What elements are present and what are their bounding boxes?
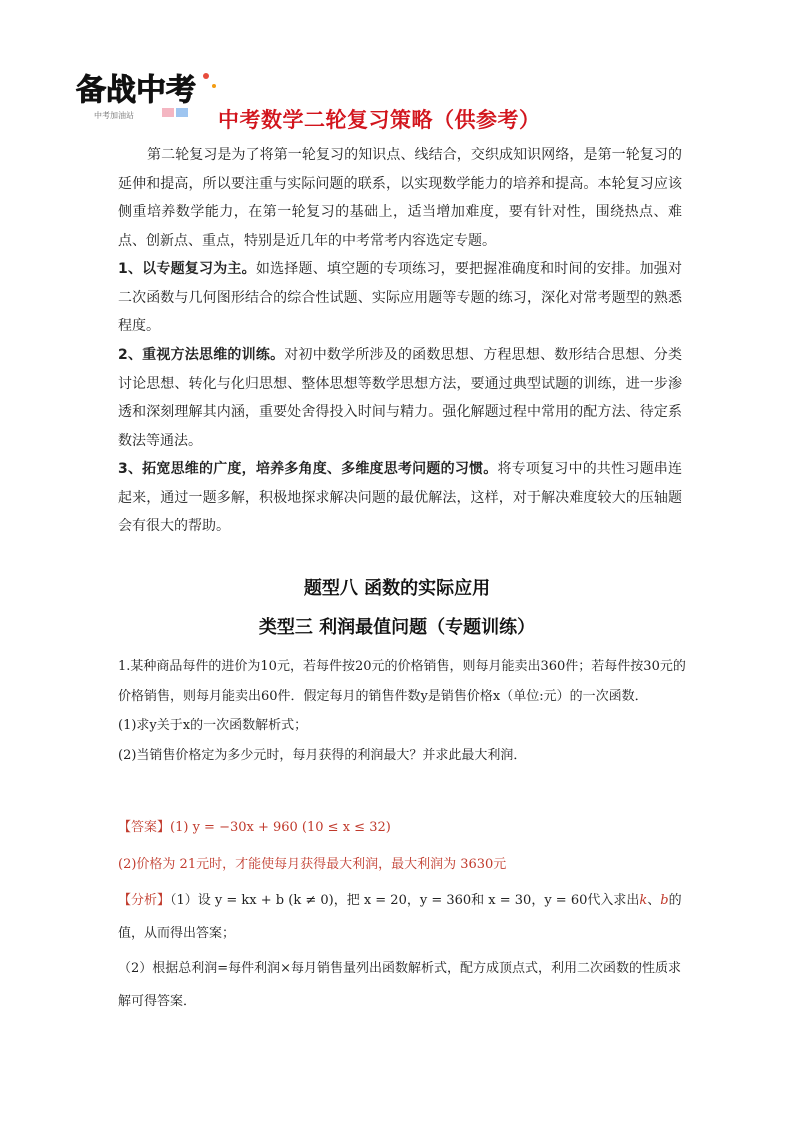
- subsection-heading: 类型三 利润最值问题（专题训练）: [258, 617, 536, 638]
- analysis-part-2: （2）根据总利润=每件利润×每月销售量列出函数解析式，配方成顶点式，利用二次函数的性质求解可得答案．: [118, 961, 682, 1009]
- answer-line-1: [118, 816, 391, 835]
- analysis-b: b: [660, 893, 669, 908]
- strategy-2-text: 对初中数学所涉及的函数思想、方程思想、数形结合思想、分类讨论思想、转化与化归思想、整体思想等数学思想方法，要通过典型试题的训练，进一步渗透和深刻理解其内涵，重要处舍得投入时间与精力。强化解题过程中常用的配方法、待定系数法等通法。: [118, 347, 682, 449]
- intro-paragraph: 第二轮复习是为了将第一轮复习的知识点、线结合，交织成知识网络，是第一轮复习的延伸和提高，所以要注重与实际问题的联系，以实现数学能力的培养和提高。本轮复习应该侧重培养数学能力，在第一轮复习的基础上，适当增加难度，要有针对性，围绕热点、难点、创新点、重点，特别是近几年的中考常考内容选定专题。: [118, 147, 682, 249]
- analysis-part-1: [118, 884, 688, 950]
- logo-subtext: 中考加油站: [94, 111, 134, 120]
- analysis-sep: 、: [647, 893, 661, 908]
- section-heading: 题型八 函数的实际应用: [303, 578, 491, 599]
- page-title: 中考数学二轮复习策略（供参考）: [218, 108, 541, 132]
- question-stem: 1.某种商品每件的进价为10元，若每件按20元的价格销售，则每月能卖出360件；若每件按30元的价格销售，则每月能卖出60件．假定每月的销售件数y是销售价格x（单位:元）的一次函数．: [118, 659, 686, 704]
- question-part-1: (1)求y关于x的一次函数解析式；: [118, 718, 308, 733]
- answer-1: (1) y = −30x + 960 (10 ≤ x ≤ 32): [170, 820, 391, 835]
- question-block: [118, 652, 688, 770]
- question-part-2: (2)当销售价格定为多少元时，每月获得的利润最大？并求此最大利润．: [118, 747, 527, 763]
- logo: [72, 66, 220, 124]
- strategy-3-text: 将专项复习中的共性习题串连起来，通过一题多解，积极地探求解决问题的最优解法，这样，对于解决难度较大的压轴题会有很大的帮助。: [118, 461, 682, 534]
- analysis-text-1a: （1）设 y = kx + b (k ≠ 0)，把 x = 20，y = 360和 x = 30，y = 60代入求出: [170, 893, 640, 908]
- strategy-1: [118, 255, 682, 341]
- logo-graphic: [72, 66, 220, 124]
- strategy-3: [118, 455, 682, 541]
- logo-text: 备战中考: [76, 73, 196, 108]
- answer-label: 【答案】: [118, 820, 171, 835]
- strategy-2-heading: 2、重视方法思维的训练。: [118, 347, 285, 363]
- analysis-label: 【分析】: [118, 893, 171, 908]
- analysis-k: k: [639, 893, 648, 908]
- strategy-2: [118, 341, 682, 455]
- strategy-1-text: 如选择题、填空题的专项练习，要把握准确度和时间的安排。加强对二次函数与几何图形结合的综合性试题、实际应用题等专题的练习，深化对常考题型的熟悉程度。: [118, 261, 682, 334]
- strategy-3-heading: 3、拓宽思维的广度，培养多角度、多维度思考问题的习惯。: [118, 461, 498, 477]
- answer-2: (2)价格为 21元时，才能使每月获得最大利润，最大利润为 3630元: [118, 857, 507, 872]
- strategy-1-heading: 1、以专题复习为主。: [118, 261, 256, 277]
- analysis-text-1b: 的值，从而得出答案；: [118, 893, 682, 941]
